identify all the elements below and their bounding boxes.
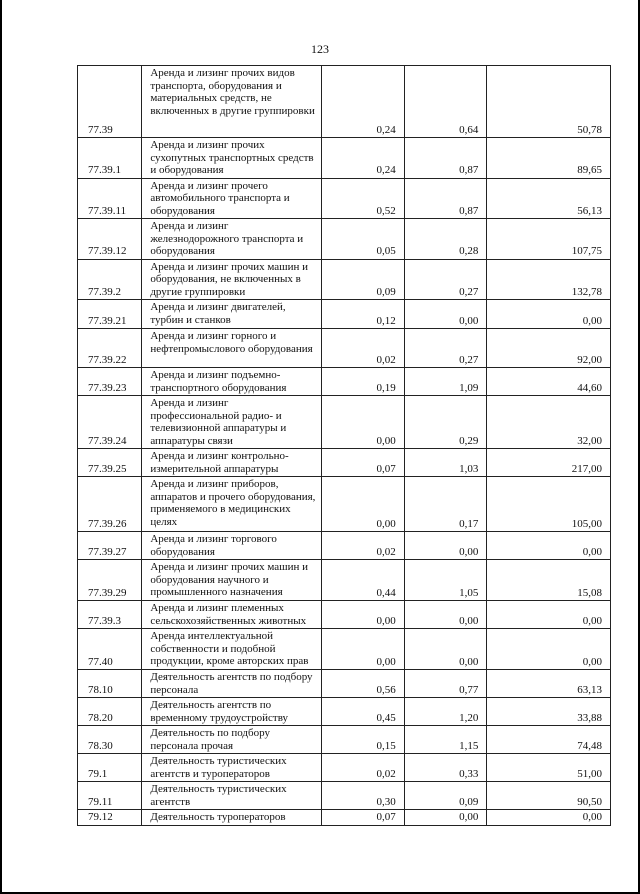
row-value-2: 0,27 (404, 259, 487, 300)
row-name: Деятельность туроператоров (142, 810, 322, 826)
table-row (78, 477, 611, 532)
page-number: 123 (311, 42, 329, 56)
row-value-3: 51,00 (487, 754, 611, 782)
table-row (78, 396, 611, 449)
row-value-1: 0,02 (322, 329, 405, 368)
row-name: Аренда и лизинг прочего автомобильного транспорта и оборудования (142, 178, 322, 219)
row-value-2: 1,20 (404, 698, 487, 726)
table-row (78, 449, 611, 477)
table-row (78, 601, 611, 629)
row-name: Аренда и лизинг прочих машин и оборудования, не включенных в другие группировки (142, 259, 322, 300)
row-value-2: 0,09 (404, 782, 487, 810)
row-name: Аренда и лизинг контрольно-измерительной аппаратуры (142, 449, 322, 477)
row-value-1: 0,05 (322, 219, 405, 260)
row-code: 78.10 (78, 670, 142, 698)
row-value-2: 0,87 (404, 178, 487, 219)
table-body (78, 66, 611, 826)
table-row (78, 532, 611, 560)
row-value-1: 0,44 (322, 560, 405, 601)
row-value-2: 0,87 (404, 138, 487, 179)
row-value-2: 0,27 (404, 329, 487, 368)
row-value-2: 0,33 (404, 754, 487, 782)
row-value-2: 0,29 (404, 396, 487, 449)
row-name: Аренда и лизинг прочих видов транспорта, оборудования и материальных средств, не включенных в другие группировки (142, 66, 322, 138)
row-code: 77.39.1 (78, 138, 142, 179)
row-name: Аренда и лизинг двигателей, турбин и станков (142, 300, 322, 329)
table-row (78, 754, 611, 782)
row-value-1: 0,00 (322, 396, 405, 449)
row-code: 77.39.24 (78, 396, 142, 449)
table-row (78, 810, 611, 826)
row-code: 77.39.27 (78, 532, 142, 560)
row-value-2: 0,00 (404, 601, 487, 629)
row-value-3: 44,60 (487, 368, 611, 396)
row-value-1: 0,56 (322, 670, 405, 698)
data-table (77, 65, 611, 826)
row-name: Деятельность агентств по подбору персонала (142, 670, 322, 698)
row-code: 77.39.26 (78, 477, 142, 532)
table-row (78, 178, 611, 219)
row-name: Аренда и лизинг прочих сухопутных транспортных средств и оборудования (142, 138, 322, 179)
row-value-3: 92,00 (487, 329, 611, 368)
row-value-1: 0,07 (322, 810, 405, 826)
row-value-1: 0,07 (322, 449, 405, 477)
table-row (78, 782, 611, 810)
row-name: Аренда и лизинг железнодорожного транспорта и оборудования (142, 219, 322, 260)
row-code: 77.39.3 (78, 601, 142, 629)
row-value-1: 0,02 (322, 754, 405, 782)
row-value-3: 0,00 (487, 300, 611, 329)
table-row (78, 138, 611, 179)
row-name: Деятельность агентств по временному трудоустройству (142, 698, 322, 726)
row-value-1: 0,24 (322, 138, 405, 179)
table-row (78, 368, 611, 396)
row-value-3: 217,00 (487, 449, 611, 477)
row-code: 78.30 (78, 726, 142, 754)
table-row (78, 219, 611, 260)
table-row (78, 670, 611, 698)
row-value-3: 0,00 (487, 629, 611, 670)
row-value-2: 0,00 (404, 532, 487, 560)
row-name: Аренда и лизинг прочих машин и оборудования научного и промышленного назначения (142, 560, 322, 601)
row-name: Аренда и лизинг приборов, аппаратов и прочего оборудования, применяемого в медицинских целях (142, 477, 322, 532)
row-value-3: 50,78 (487, 66, 611, 138)
row-value-1: 0,02 (322, 532, 405, 560)
row-value-2: 1,09 (404, 368, 487, 396)
row-value-3: 90,50 (487, 782, 611, 810)
row-value-2: 0,64 (404, 66, 487, 138)
row-value-2: 0,00 (404, 300, 487, 329)
row-value-2: 0,00 (404, 629, 487, 670)
row-value-3: 89,65 (487, 138, 611, 179)
row-name: Аренда и лизинг торгового оборудования (142, 532, 322, 560)
row-name: Деятельность по подбору персонала прочая (142, 726, 322, 754)
row-value-1: 0,52 (322, 178, 405, 219)
row-code: 77.39.21 (78, 300, 142, 329)
row-name: Аренда и лизинг подъемно-транспортного оборудования (142, 368, 322, 396)
row-code: 79.12 (78, 810, 142, 826)
table-row (78, 560, 611, 601)
row-value-3: 56,13 (487, 178, 611, 219)
table-row (78, 329, 611, 368)
row-value-3: 0,00 (487, 601, 611, 629)
row-code: 77.39.23 (78, 368, 142, 396)
row-name: Аренда и лизинг горного и нефтепромыслового оборудования (142, 329, 322, 368)
row-value-3: 132,78 (487, 259, 611, 300)
row-value-1: 0,30 (322, 782, 405, 810)
row-code: 77.39.11 (78, 178, 142, 219)
row-code: 78.20 (78, 698, 142, 726)
row-value-1: 0,00 (322, 601, 405, 629)
row-value-1: 0,00 (322, 629, 405, 670)
row-value-2: 1,05 (404, 560, 487, 601)
row-value-1: 0,09 (322, 259, 405, 300)
table-row (78, 66, 611, 138)
row-value-2: 0,28 (404, 219, 487, 260)
row-value-1: 0,24 (322, 66, 405, 138)
table-row (78, 698, 611, 726)
row-value-1: 0,15 (322, 726, 405, 754)
row-code: 77.39.2 (78, 259, 142, 300)
row-name: Аренда и лизинг племенных сельскохозяйственных животных (142, 601, 322, 629)
row-code: 77.39.22 (78, 329, 142, 368)
row-value-3: 0,00 (487, 810, 611, 826)
table-row (78, 259, 611, 300)
row-value-3: 0,00 (487, 532, 611, 560)
row-value-3: 74,48 (487, 726, 611, 754)
row-code: 79.11 (78, 782, 142, 810)
row-value-2: 0,00 (404, 810, 487, 826)
row-code: 77.40 (78, 629, 142, 670)
row-value-3: 32,00 (487, 396, 611, 449)
row-value-3: 63,13 (487, 670, 611, 698)
row-code: 77.39.29 (78, 560, 142, 601)
row-value-3: 15,08 (487, 560, 611, 601)
row-value-3: 105,00 (487, 477, 611, 532)
row-value-1: 0,00 (322, 477, 405, 532)
row-value-3: 107,75 (487, 219, 611, 260)
row-name: Аренда интеллектуальной собственности и подобной продукции, кроме авторских прав (142, 629, 322, 670)
row-code: 77.39 (78, 66, 142, 138)
row-code: 79.1 (78, 754, 142, 782)
row-code: 77.39.25 (78, 449, 142, 477)
table-row (78, 726, 611, 754)
table-row (78, 300, 611, 329)
row-value-2: 0,17 (404, 477, 487, 532)
row-name: Аренда и лизинг профессиональной радио- и телевизионной аппаратуры и аппаратуры связи (142, 396, 322, 449)
row-value-1: 0,45 (322, 698, 405, 726)
row-value-1: 0,19 (322, 368, 405, 396)
row-name: Деятельность туристических агентств и туроператоров (142, 754, 322, 782)
table-row (78, 629, 611, 670)
row-value-2: 1,15 (404, 726, 487, 754)
row-value-3: 33,88 (487, 698, 611, 726)
row-code: 77.39.12 (78, 219, 142, 260)
row-value-1: 0,12 (322, 300, 405, 329)
row-value-2: 0,77 (404, 670, 487, 698)
row-value-2: 1,03 (404, 449, 487, 477)
row-name: Деятельность туристических агентств (142, 782, 322, 810)
